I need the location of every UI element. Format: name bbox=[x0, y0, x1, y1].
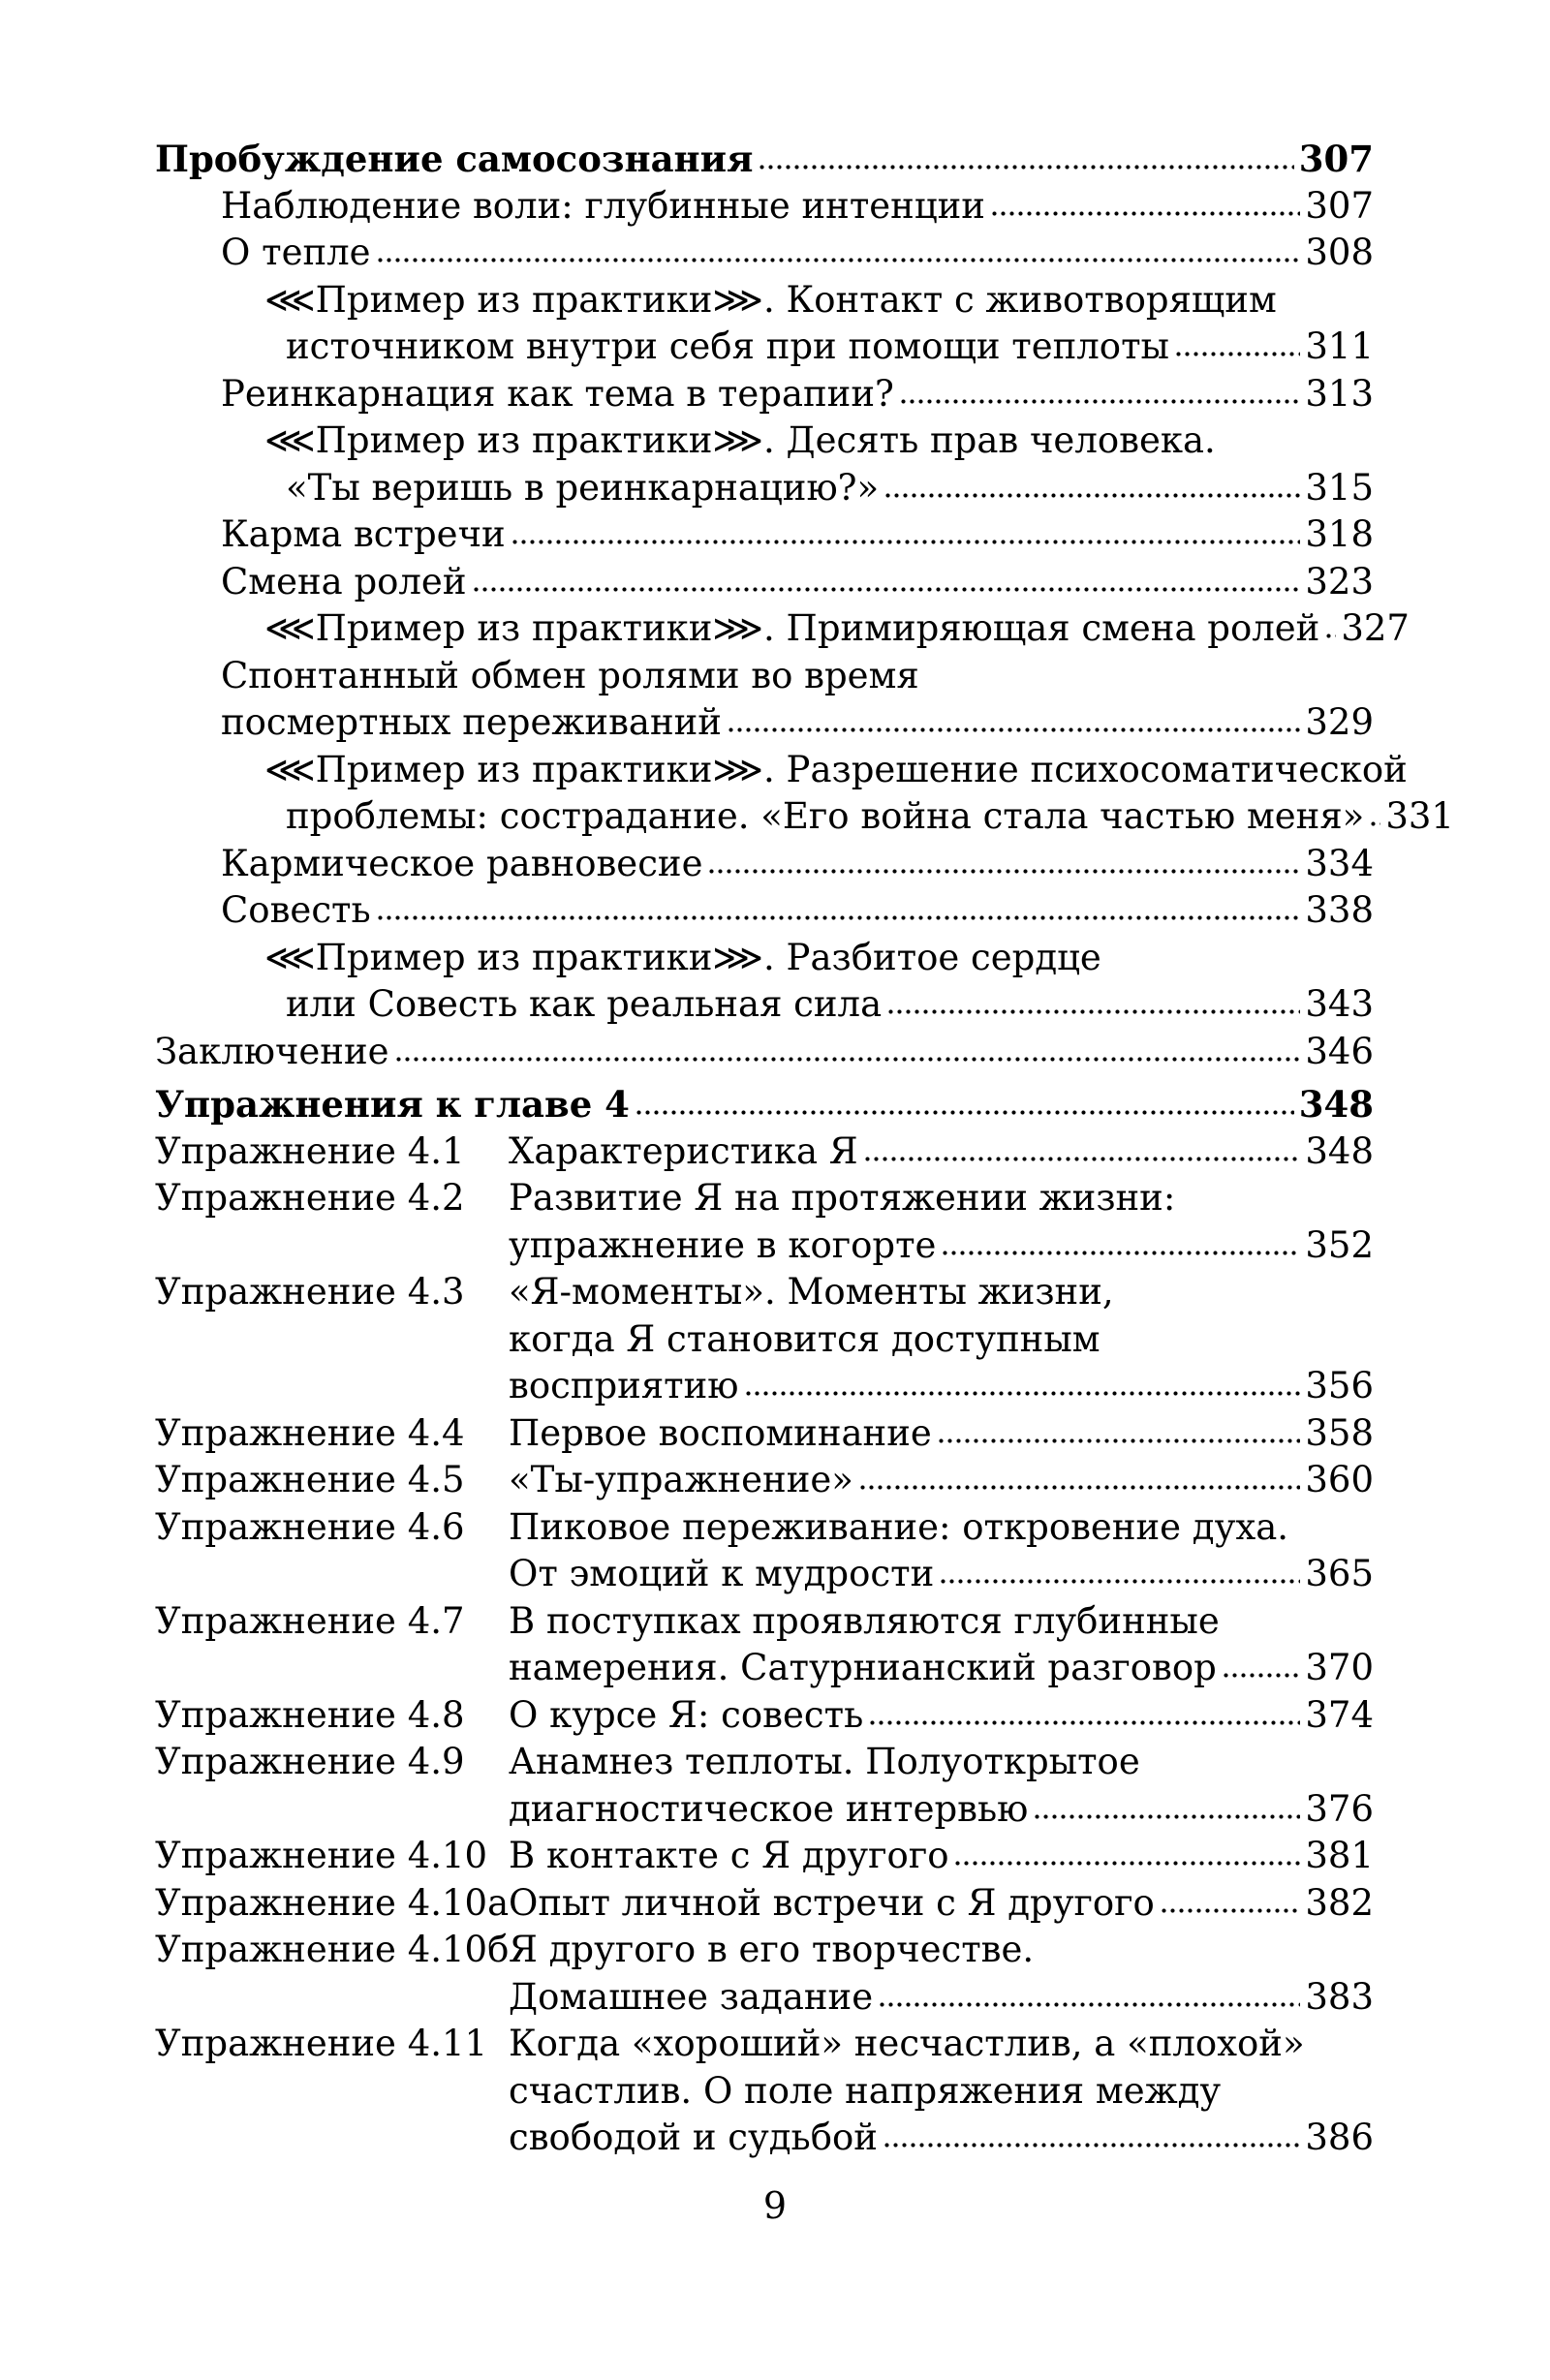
toc-entry-page: 338 bbox=[1305, 889, 1374, 931]
toc-entry-page: 308 bbox=[1305, 232, 1374, 273]
leader-dots bbox=[1160, 1882, 1301, 1914]
toc-entry bbox=[155, 887, 1374, 935]
toc-entry bbox=[155, 699, 1374, 747]
exercise-label: Упражнение 4.10б bbox=[155, 1929, 510, 1970]
exercise-title-line: Пиковое переживание: откровение духа. bbox=[509, 1505, 1289, 1548]
leader-dots bbox=[1222, 1648, 1301, 1680]
toc-entry-line: ⋘Пример из практики⋙. Разрешение психосоматической bbox=[264, 748, 1408, 790]
leader-dots bbox=[941, 1224, 1300, 1256]
exercise-page: 370 bbox=[1305, 1647, 1374, 1688]
leader-dots bbox=[376, 890, 1301, 922]
toc-entry bbox=[155, 465, 1374, 512]
exercise-entry bbox=[155, 1598, 1374, 1692]
toc-entry-page: 331 bbox=[1385, 795, 1454, 837]
exercise-label: Упражнение 4.6 bbox=[155, 1505, 465, 1548]
exercise-label: Упражнение 4.8 bbox=[155, 1693, 465, 1736]
leader-dots bbox=[990, 185, 1300, 217]
toc-entry bbox=[155, 324, 1374, 371]
exercise-title: Характеристика Я bbox=[509, 1129, 858, 1172]
exercise-label: Упражнение 4.1 bbox=[155, 1129, 465, 1172]
leader-dots bbox=[635, 1085, 1294, 1117]
leader-dots bbox=[953, 1836, 1300, 1868]
exercise-title-line: Я другого в его творчестве. bbox=[509, 1929, 1035, 1970]
leader-dots bbox=[1324, 608, 1336, 640]
exercise-title-last-line bbox=[509, 1974, 1374, 2022]
toc-entry-title: посмертных переживаний bbox=[221, 701, 722, 743]
exercise-label: Упражнение 4.9 bbox=[155, 1741, 465, 1782]
leader-dots bbox=[883, 2117, 1300, 2149]
exercise-label: Упражнение 4.4 bbox=[155, 1411, 465, 1454]
exercise-title: упражнение в когорте bbox=[509, 1223, 937, 1266]
leader-dots bbox=[884, 467, 1300, 499]
leader-dots bbox=[472, 561, 1301, 593]
toc-entry-page: 315 bbox=[1305, 466, 1374, 509]
toc-conclusion-title: Заключение bbox=[155, 1030, 389, 1072]
toc-exercises-page: 348 bbox=[1298, 1083, 1374, 1126]
exercise-label: Упражнение 4.7 bbox=[155, 1599, 465, 1642]
exercise-title: В контакте с Я другого bbox=[509, 1835, 949, 1876]
toc-entry-line: ⋘Пример из практики⋙. Десять прав человека. bbox=[264, 419, 1216, 461]
toc-entry-page: 318 bbox=[1305, 513, 1374, 555]
exercise-title-last-line bbox=[509, 1222, 1374, 1270]
exercise-title: Первое воспоминание bbox=[509, 1411, 932, 1454]
toc-entry bbox=[155, 559, 1374, 606]
exercise-title-last-line bbox=[509, 1457, 1374, 1504]
toc-entry-title: О тепле bbox=[221, 232, 371, 273]
toc-entry-title: Реинкарнация как тема в терапии? bbox=[221, 372, 894, 415]
leader-dots bbox=[878, 1976, 1300, 2008]
exercise-entry bbox=[155, 1927, 1374, 2021]
exercise-title: Опыт личной встречи с Я другого bbox=[509, 1881, 1155, 1924]
toc-entry-page: 311 bbox=[1305, 325, 1374, 367]
toc-entry-title: или Совесть как реальная сила bbox=[286, 983, 883, 1025]
exercise-page: 381 bbox=[1305, 1835, 1374, 1876]
toc-entry bbox=[155, 981, 1374, 1029]
exercise-label: Упражнение 4.10а bbox=[155, 1881, 510, 1924]
leader-dots bbox=[744, 1366, 1301, 1398]
toc-entry bbox=[155, 183, 1374, 231]
toc-entry-page: 313 bbox=[1305, 372, 1374, 415]
toc-entry-page: 327 bbox=[1341, 607, 1410, 649]
leader-dots bbox=[511, 514, 1301, 546]
exercise-page: 382 bbox=[1305, 1881, 1374, 1924]
exercise-page: 360 bbox=[1305, 1459, 1374, 1500]
toc-conclusion-page: 346 bbox=[1305, 1030, 1374, 1072]
toc-entry-title: Наблюдение воли: глубинные интенции bbox=[221, 184, 985, 227]
exercise-title: намерения. Сатурнианский разговор bbox=[509, 1647, 1217, 1688]
toc-section-title: Пробуждение самосознания bbox=[155, 138, 754, 180]
exercise-entry bbox=[155, 2021, 1374, 2162]
toc-entry bbox=[155, 605, 1410, 653]
exercise-title-line: счастлив. О поле напряжения между bbox=[509, 2069, 1222, 2112]
toc-entry-title: Смена ролей bbox=[221, 560, 467, 603]
exercise-title-last-line bbox=[509, 1833, 1374, 1880]
toc-conclusion bbox=[155, 1029, 1374, 1076]
exercise-title-last-line bbox=[509, 1786, 1374, 1834]
toc-entry bbox=[155, 511, 1374, 559]
leader-dots bbox=[937, 1412, 1301, 1444]
toc-entry-page: 334 bbox=[1305, 842, 1374, 884]
toc-entry-title: Карма встречи bbox=[221, 513, 506, 555]
leader-dots bbox=[886, 984, 1300, 1016]
exercise-label: Упражнение 4.2 bbox=[155, 1177, 465, 1219]
toc-exercises-title: Упражнения к главе 4 bbox=[155, 1083, 630, 1126]
toc-entry-line: ⋘Пример из практики⋙. Контакт с животворящим bbox=[264, 278, 1277, 321]
toc-entry-title: ⋘Пример из практики⋙. Примиряющая смена ролей bbox=[264, 607, 1320, 649]
exercise-title-line: «Я-моменты». Моменты жизни, bbox=[509, 1271, 1114, 1313]
toc-entry-line: Спонтанный обмен ролями во время bbox=[221, 654, 919, 696]
exercise-title-last-line bbox=[509, 1645, 1374, 1692]
leader-dots bbox=[1033, 1788, 1300, 1820]
exercise-title-last-line bbox=[509, 2115, 1374, 2162]
exercise-label: Упражнение 4.3 bbox=[155, 1271, 465, 1313]
toc-entry-page: 343 bbox=[1305, 983, 1374, 1025]
exercise-title: «Ты-упражнение» bbox=[509, 1459, 853, 1500]
toc-exercises-heading bbox=[155, 1081, 1374, 1128]
exercise-page: 386 bbox=[1305, 2117, 1374, 2158]
exercise-page: 348 bbox=[1305, 1129, 1374, 1172]
exercise-page: 374 bbox=[1305, 1693, 1374, 1736]
leader-dots bbox=[758, 139, 1293, 171]
toc-entry bbox=[155, 841, 1374, 888]
toc-entry-title: проблемы: сострадание. «Его война стала частью меня» bbox=[286, 795, 1365, 837]
exercise-page: 365 bbox=[1305, 1553, 1374, 1594]
exercise-title-line: Развитие Я на протяжении жизни: bbox=[509, 1177, 1176, 1219]
toc-entry-page: 323 bbox=[1305, 560, 1374, 603]
exercise-title-line: В поступках проявляются глубинные bbox=[509, 1599, 1220, 1642]
exercise-title-last-line bbox=[509, 1410, 1374, 1458]
toc-entry-title: Совесть bbox=[221, 889, 371, 931]
exercise-entry bbox=[155, 1692, 1374, 1740]
exercise-title-last-line bbox=[509, 1880, 1374, 1928]
leader-dots bbox=[868, 1694, 1300, 1726]
leader-dots bbox=[376, 232, 1301, 264]
leader-dots bbox=[858, 1460, 1300, 1492]
exercise-entry bbox=[155, 1457, 1374, 1504]
exercise-label: Упражнение 4.11 bbox=[155, 2023, 488, 2064]
leader-dots bbox=[394, 1031, 1301, 1063]
leader-dots bbox=[899, 373, 1301, 405]
leader-dots bbox=[939, 1554, 1300, 1586]
toc-entry-title: «Ты веришь в реинкарнацию?» bbox=[286, 466, 880, 509]
exercise-entry bbox=[155, 1269, 1374, 1410]
exercise-title-last-line bbox=[509, 1363, 1374, 1410]
exercise-page: 376 bbox=[1305, 1787, 1374, 1830]
exercise-title: О курсе Я: совесть bbox=[509, 1693, 864, 1736]
exercise-list bbox=[155, 1128, 1374, 2162]
toc-entry bbox=[155, 230, 1374, 277]
page-number: 9 bbox=[762, 2184, 788, 2227]
exercise-page: 352 bbox=[1305, 1223, 1374, 1266]
exercise-title: От эмоций к мудрости bbox=[509, 1553, 935, 1594]
exercise-label: Упражнение 4.10 bbox=[155, 1835, 488, 1876]
exercise-title: диагностическое интервью bbox=[509, 1787, 1029, 1830]
toc-section-page: 307 bbox=[1298, 138, 1374, 180]
leader-dots bbox=[727, 702, 1300, 734]
exercise-title: Домашнее задание bbox=[509, 1975, 874, 2018]
exercise-page: 383 bbox=[1305, 1975, 1374, 2018]
toc-entry bbox=[155, 793, 1454, 841]
exercise-title-line: когда Я становится доступным bbox=[509, 1317, 1100, 1360]
toc-entry-title: Кармическое равновесие bbox=[221, 842, 703, 884]
toc-entry bbox=[155, 371, 1374, 418]
exercise-page: 356 bbox=[1305, 1365, 1374, 1406]
exercise-entry bbox=[155, 1410, 1374, 1458]
toc-entry-page: 307 bbox=[1305, 184, 1374, 227]
leader-dots bbox=[1174, 326, 1300, 358]
toc-entry-title: источником внутри себя при помощи теплоты bbox=[286, 325, 1169, 367]
leader-dots bbox=[707, 843, 1300, 875]
exercise-title: восприятию bbox=[509, 1365, 739, 1406]
exercise-entry bbox=[155, 1504, 1374, 1598]
toc-section-heading bbox=[155, 136, 1374, 183]
toc-entry-line: ⋘Пример из практики⋙. Разбитое сердце bbox=[264, 936, 1101, 978]
table-of-contents bbox=[155, 136, 1454, 2162]
exercise-entry bbox=[155, 1739, 1374, 1833]
exercise-entry bbox=[155, 1880, 1374, 1928]
exercise-entry bbox=[155, 1175, 1374, 1269]
exercise-title-last-line bbox=[509, 1551, 1374, 1598]
exercise-title-line: Анамнез теплоты. Полуоткрытое bbox=[509, 1741, 1140, 1782]
exercise-title-line: Когда «хороший» несчастлив, а «плохой» bbox=[509, 2023, 1305, 2064]
leader-dots bbox=[863, 1130, 1301, 1162]
toc-entry-page: 329 bbox=[1305, 701, 1374, 743]
exercise-label: Упражнение 4.5 bbox=[155, 1459, 465, 1500]
exercise-title: свободой и судьбой bbox=[509, 2117, 878, 2158]
exercise-title-last-line bbox=[509, 1692, 1374, 1740]
exercise-page: 358 bbox=[1305, 1411, 1374, 1454]
exercise-entry bbox=[155, 1128, 1374, 1176]
exercise-entry bbox=[155, 1833, 1374, 1880]
leader-dots bbox=[1369, 796, 1380, 828]
exercise-title-last-line bbox=[509, 1128, 1374, 1176]
